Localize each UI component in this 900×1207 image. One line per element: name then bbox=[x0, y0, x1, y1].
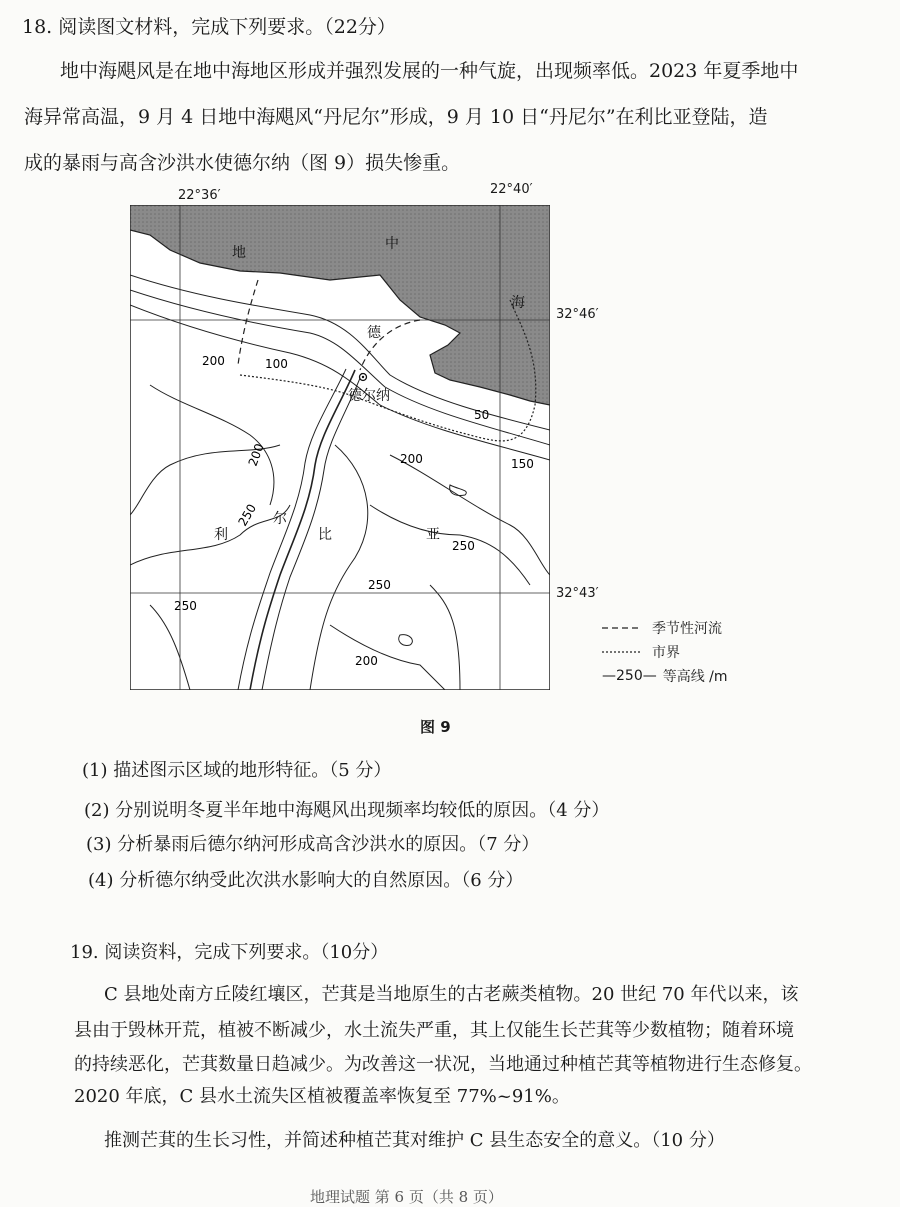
contour-label-200-b: 200 bbox=[400, 452, 423, 466]
sea-label-2: 中 bbox=[385, 236, 399, 252]
contour-label-200-a: 200 bbox=[202, 354, 225, 368]
legend-seasonal-river bbox=[602, 616, 728, 640]
contour-label-250-a: 250 bbox=[235, 501, 260, 529]
q19-paragraph-line-2: 县由于毁林开荒，植被不断减少，水土流失严重，其上仅能生长芒萁等少数植物；随着环境 bbox=[74, 1020, 794, 1041]
legend-contour-label: 等高线 /m bbox=[662, 669, 728, 685]
q18-paragraph-line-3: 成的暴雨与高含沙洪水使德尔纳（图 9）损失惨重。 bbox=[24, 152, 461, 174]
q18-paragraph-line-1: 地中海飓风是在地中海地区形成并强烈发展的一种气旋，出现频率低。2023 年夏季地中 bbox=[60, 60, 799, 82]
lon-left-label: 22°36′ bbox=[178, 188, 221, 203]
legend-contour-sample: —250— bbox=[602, 668, 657, 684]
lon-right-label: 22°40′ bbox=[490, 182, 533, 197]
map-legend bbox=[602, 616, 728, 688]
q19-paragraph-line-1: C 县地处南方丘陵红壤区，芒萁是当地原生的古老蕨类植物。20 世纪 70 年代以来，该 bbox=[104, 984, 799, 1005]
contour-label-200-d: 200 bbox=[355, 654, 378, 668]
q18-question-3: (3) 分析暴雨后德尔纳河形成高含沙洪水的原因。（7 分） bbox=[86, 834, 540, 855]
q19-task: 推测芒萁的生长习性，并简述种植芒萁对维护 C 县生态安全的意义。（10 分） bbox=[104, 1130, 725, 1151]
lat-bottom-label: 32°43′ bbox=[556, 586, 599, 601]
country-label-3: 亚 bbox=[426, 527, 440, 543]
contour-label-250-c: 250 bbox=[368, 578, 391, 592]
sea-label-1: 地 bbox=[232, 245, 246, 261]
q18-question-1: (1) 描述图示区域的地形特征。（5 分） bbox=[82, 760, 392, 781]
topographic-map-figure bbox=[130, 205, 550, 690]
wadi-label: 尔 bbox=[273, 511, 287, 527]
legend-seasonal-river-label: 季节性河流 bbox=[652, 621, 722, 637]
contour-label-250-d: 250 bbox=[174, 599, 197, 613]
figure-caption: 图 9 bbox=[420, 718, 451, 736]
page-footer: 地理试题 第 6 页（共 8 页） bbox=[310, 1188, 503, 1206]
contour-label-150: 150 bbox=[511, 457, 534, 471]
seasonal-river-symbol bbox=[602, 623, 642, 633]
country-label-2: 比 bbox=[318, 527, 332, 543]
contour-label-100: 100 bbox=[265, 357, 288, 371]
contour-label-200-c: 200 bbox=[245, 441, 267, 469]
derna-city-label: 德尔纳 bbox=[348, 388, 390, 404]
q19-paragraph-line-3: 的持续恶化，芒萁数量日趋减少。为改善这一状况，当地通过种植芒萁等植物进行生态修复。 bbox=[74, 1054, 812, 1075]
contour-label-50: 50 bbox=[474, 408, 490, 422]
q18-question-4: (4) 分析德尔纳受此次洪水影响大的自然原因。（6 分） bbox=[88, 870, 524, 891]
q19-heading: 19. 阅读资料，完成下列要求。（10分） bbox=[70, 942, 389, 963]
legend-contour bbox=[602, 664, 728, 688]
country-label-1: 利 bbox=[214, 527, 228, 543]
contour-label-250-b: 250 bbox=[452, 539, 475, 553]
city-boundary-symbol bbox=[602, 647, 642, 657]
topographic-map bbox=[130, 205, 550, 690]
q19-paragraph-line-4: 2020 年底，C 县水土流失区植被覆盖率恢复至 77%~91%。 bbox=[74, 1086, 570, 1107]
legend-city-boundary bbox=[602, 640, 728, 664]
lat-top-label: 32°46′ bbox=[556, 307, 599, 322]
q18-question-2: (2) 分别说明冬夏半年地中海飓风出现频率均较低的原因。（4 分） bbox=[84, 800, 610, 821]
q18-paragraph-line-2: 海异常高温，9 月 4 日地中海飓风“丹尼尔”形成，9 月 10 日“丹尼尔”在利比亚登陆，造 bbox=[24, 106, 768, 128]
legend-city-boundary-label: 市界 bbox=[652, 645, 680, 661]
q18-heading: 18. 阅读图文材料，完成下列要求。（22分） bbox=[22, 16, 396, 38]
sea-label-3: 海 bbox=[511, 295, 525, 311]
river-label: 德 bbox=[367, 325, 381, 341]
